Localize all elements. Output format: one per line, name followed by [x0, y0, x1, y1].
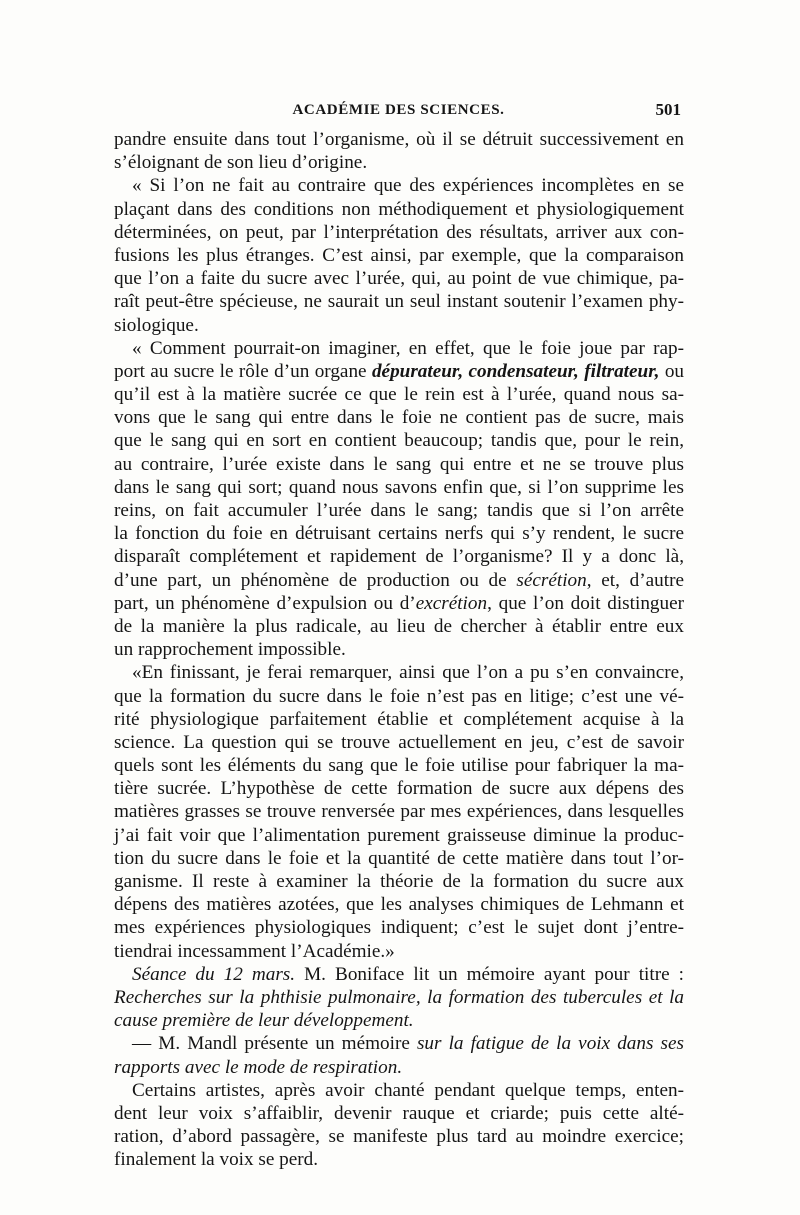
text-segment: siologique. [114, 314, 199, 336]
running-head: ACADÉMIE DES SCIENCES. [292, 102, 505, 118]
text-segment: Séance du 12 mars. [132, 963, 296, 985]
text-segment: disparaît complétement et rapidement de l’organisme? Il y a donc là, [114, 546, 684, 568]
text-segment: sécrétion [516, 569, 587, 591]
text-segment: dépens des matières azotées, que les analyses chimiques de Lehmann et [114, 894, 684, 916]
text-segment: de la manière la plus radicale, au lieu de chercher à établir entre eux [114, 615, 684, 637]
text-line [114, 476, 684, 499]
text-line [114, 893, 684, 916]
text-segment: mes expériences physiologiques indiquent; c’est le sujet dont j’entre- [114, 917, 684, 939]
text-line [114, 314, 684, 337]
text-segment: vons que le sang qui entre dans le foie ne contient pas de sucre, mais [114, 407, 684, 429]
text-line [114, 221, 684, 244]
text-line [114, 1102, 684, 1125]
text-segment: que la formation du sucre dans le foie n’est pas en litige; c’est une vé- [114, 685, 684, 707]
text-segment: fusions les plus étranges. C’est ainsi, par exemple, que la comparaison [114, 244, 684, 266]
text-line [114, 824, 684, 847]
text-line [114, 685, 684, 708]
text-segment: tion du sucre dans le foie et la quantité de cette matière dans tout l’or- [114, 847, 684, 869]
text-line [114, 661, 684, 684]
page-header [116, 100, 681, 124]
text-line [114, 499, 684, 522]
text-segment: que l’on a faite du sucre avec l’urée, qui, au point de vue chimique, pa- [114, 268, 684, 290]
text-line [114, 754, 684, 777]
text-segment: dépurateur, condensateur, filtrateur, [371, 360, 660, 382]
text-segment: s’éloignant de son lieu d’origine. [114, 152, 368, 174]
text-segment: raît peut-être spécieuse, ne saurait un seul instant soutenir l’examen phy- [114, 291, 684, 313]
text-line [114, 267, 684, 290]
text-line [114, 1032, 684, 1055]
text-segment: tiendrai incessamment l’Académie.» [114, 940, 395, 962]
text-segment: que le sang qui en sort en contient beaucoup; tandis que, pour le rein, [114, 430, 684, 452]
text-segment: ganisme. Il reste à examiner la théorie de la formation du sucre aux [114, 871, 684, 892]
text-line [114, 1125, 684, 1148]
text-segment: rapports avec le mode de respiration. [114, 1056, 403, 1078]
text-line [114, 1009, 684, 1032]
text-segment: reins, on fait accumuler l’urée dans le sang; tandis que si l’on arrête [114, 500, 684, 521]
text-segment: d’une part, un phénomène de production ou de [114, 569, 517, 591]
text-line [114, 406, 684, 429]
text-line [114, 128, 684, 151]
text-line [114, 615, 684, 638]
text-segment: , et, d’autre [586, 569, 684, 591]
text-line [114, 1079, 684, 1102]
text-segment: M. Boniface lit un mémoire ayant pour titre : [295, 963, 684, 985]
text-line [114, 708, 684, 731]
text-segment: un rapprochement impossible. [114, 639, 346, 661]
text-line [114, 592, 684, 615]
text-segment: «En finissant, je ferai remarquer, ainsi que l’on a pu s’en convaincre, [132, 662, 684, 684]
text-segment: sur la fatigue de la voix dans ses [416, 1033, 684, 1055]
body-text [114, 128, 684, 1171]
text-line [114, 940, 684, 963]
text-line [114, 545, 684, 568]
text-segment: qu’il est à la matière sucrée ce que le rein est à l’urée, quand nous sa- [114, 384, 684, 406]
text-segment: dent leur voix s’affaiblir, devenir rauque et criarde; puis cette alté- [114, 1102, 684, 1124]
text-segment: au contraire, l’urée existe dans le sang qui entre et ne se trouve plus [114, 453, 684, 475]
text-segment: dans le sang qui sort; quand nous savons enfin que, si l’on supprime les [114, 476, 684, 498]
text-segment: tière sucrée. L’hypothèse de cette formation de sucre aux dépens des [114, 778, 684, 800]
text-line [114, 986, 684, 1009]
text-segment: , que l’on doit distinguer [487, 592, 685, 614]
text-segment: excrétion [415, 592, 488, 614]
text-line [114, 916, 684, 939]
text-line [114, 731, 684, 754]
text-line [114, 1056, 684, 1079]
page-number: 501 [655, 100, 681, 119]
text-line [114, 1148, 684, 1171]
text-segment: « Si l’on ne fait au contraire que des expériences incomplètes en se [132, 175, 684, 197]
text-segment: cause première de leur développement. [114, 1010, 414, 1032]
text-segment: rité physiologique parfaitement établie et complétement acquise à la [114, 708, 684, 730]
text-line [114, 963, 684, 986]
text-segment: part, un phénomène d’expulsion ou d’ [114, 592, 416, 614]
text-segment: — M. Mandl présente un mémoire [132, 1033, 417, 1055]
text-segment: ou [659, 360, 685, 382]
text-segment: quels sont les éléments du sang que le foie utilise pour fabriquer la ma- [114, 755, 684, 777]
text-line [114, 638, 684, 661]
text-line [114, 360, 684, 383]
text-line [114, 453, 684, 476]
text-line [114, 569, 684, 592]
text-segment: Certains artistes, après avoir chanté pendant quelque temps, enten- [132, 1079, 684, 1101]
text-segment: pandre ensuite dans tout l’organisme, où il se détruit successivement en [114, 129, 684, 150]
text-segment: déterminées, on peut, par l’interprétation des résultats, arriver aux con- [114, 221, 684, 243]
text-segment: finalement la voix se perd. [114, 1149, 319, 1171]
text-line [114, 777, 684, 800]
text-line [114, 870, 684, 893]
text-line [114, 244, 684, 267]
text-line [114, 383, 684, 406]
text-segment: science. La question qui se trouve actuellement en jeu, c’est de savoir [114, 731, 684, 753]
text-line [114, 847, 684, 870]
text-line [114, 198, 684, 221]
text-line [114, 337, 684, 360]
text-line [114, 290, 684, 313]
text-segment: la fonction du foie en détruisant certains nerfs qui s’y rendent, le sucre [114, 523, 684, 545]
text-segment: « Comment pourrait-on imaginer, en effet, que le foie joue par rap- [132, 337, 684, 359]
text-segment: matières grasses se trouve renversée par mes expériences, dans lesquelles [114, 801, 684, 823]
text-segment: port au sucre le rôle d’un organe [114, 360, 372, 382]
text-segment: j’ai fait voir que l’alimentation purement graisseuse diminue la produc- [114, 824, 684, 846]
text-segment: ration, d’abord passagère, se manifeste plus tard au moindre exercice; [114, 1126, 684, 1148]
text-line [114, 151, 684, 174]
text-line [114, 522, 684, 545]
text-segment: Recherches sur la phthisie pulmonaire, la formation des tubercules et la [114, 986, 684, 1008]
text-line [114, 429, 684, 452]
text-segment: plaçant dans des conditions non méthodiquement et physiologiquement [114, 198, 684, 220]
text-line [114, 800, 684, 823]
text-line [114, 174, 684, 197]
